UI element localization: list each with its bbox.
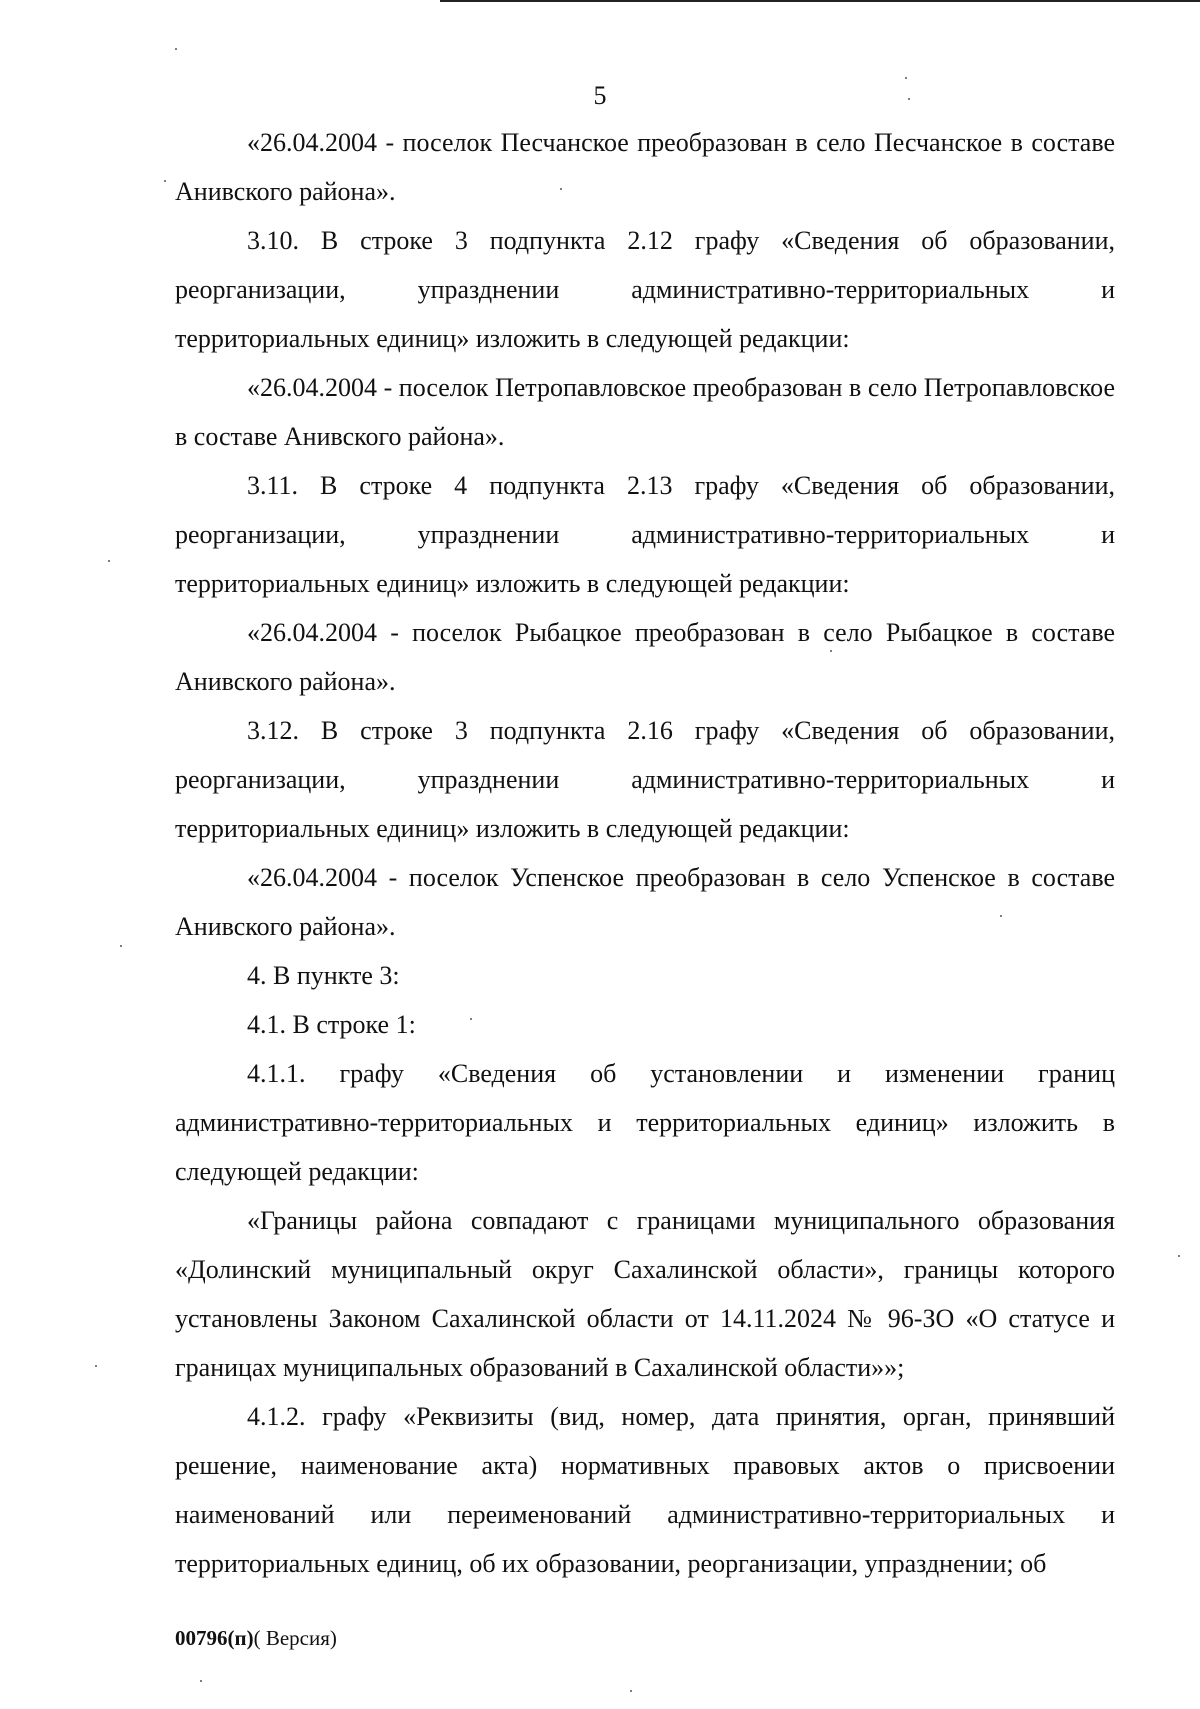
- paragraph: «26.04.2004 - поселок Песчанское преобразован в село Песчанское в составе Анивского района».: [175, 128, 1115, 206]
- document-body: [175, 118, 1115, 1588]
- scan-speck: [830, 650, 832, 652]
- document-code: 00796(п): [175, 1626, 254, 1650]
- scan-speck: [1000, 915, 1002, 917]
- scan-speck: [200, 1680, 202, 1682]
- paragraph: 3.11. В строке 4 подпункта 2.13 графу «Сведения об образовании, реорганизации, упразднении административно-территориальных и территориальных единиц» изложить в следующей редакции:: [175, 471, 1115, 598]
- scan-speck: [164, 180, 166, 182]
- paragraph: 4.1.1. графу «Сведения об установлении и изменении границ административно-территориальных и территориальных единиц» изложить в следующей редакции:: [175, 1059, 1115, 1186]
- paragraph: «26.04.2004 - поселок Успенское преобразован в село Успенское в составе Анивского района».: [175, 863, 1115, 941]
- scan-speck: [120, 945, 122, 947]
- scan-speck: [1178, 1255, 1180, 1257]
- scan-speck: [905, 77, 907, 79]
- paragraph: «26.04.2004 - поселок Рыбацкое преобразован в село Рыбацкое в составе Анивского района».: [175, 618, 1115, 696]
- paragraph: 3.10. В строке 3 подпункта 2.12 графу «Сведения об образовании, реорганизации, упразднении административно-территориальных и территориальных единиц» изложить в следующей редакции:: [175, 226, 1115, 353]
- scan-speck: [470, 1018, 472, 1020]
- scan-speck: [560, 188, 562, 190]
- document-version: ( Версия): [253, 1626, 337, 1650]
- page-number: 5: [593, 81, 607, 110]
- paragraph: 4. В пункте 3:: [247, 961, 400, 990]
- scan-speck: [175, 48, 177, 50]
- scan-speck: [108, 560, 110, 562]
- scan-speck: [908, 98, 910, 100]
- paragraph: 4.1. В строке 1:: [247, 1010, 416, 1039]
- paragraph: «Границы района совпадают с границами муниципального образования «Долинский муниципальный округ Сахалинской области», границы которого установлены Законом Сахалинской области от 14.11.2024 № 96-ЗО «О статусе и границах муниципальных образований в Сахалинской области»»;: [175, 1206, 1115, 1382]
- top-rule: [440, 0, 1200, 2]
- paragraph: «26.04.2004 - поселок Петропавловское преобразован в село Петропавловское в составе Анивского района».: [175, 373, 1115, 451]
- scan-speck: [95, 1365, 97, 1367]
- document-footer: [175, 1624, 337, 1652]
- scan-speck: [630, 1690, 632, 1692]
- paragraph: 3.12. В строке 3 подпункта 2.16 графу «Сведения об образовании, реорганизации, упразднении административно-территориальных и территориальных единиц» изложить в следующей редакции:: [175, 716, 1115, 843]
- paragraph: 4.1.2. графу «Реквизиты (вид, номер, дата принятия, орган, принявший решение, наименование акта) нормативных правовых актов о присвоении наименований или переименований административно-территориальных и территориальных единиц, об их образовании, реорганизации, упразднении; об: [175, 1402, 1115, 1578]
